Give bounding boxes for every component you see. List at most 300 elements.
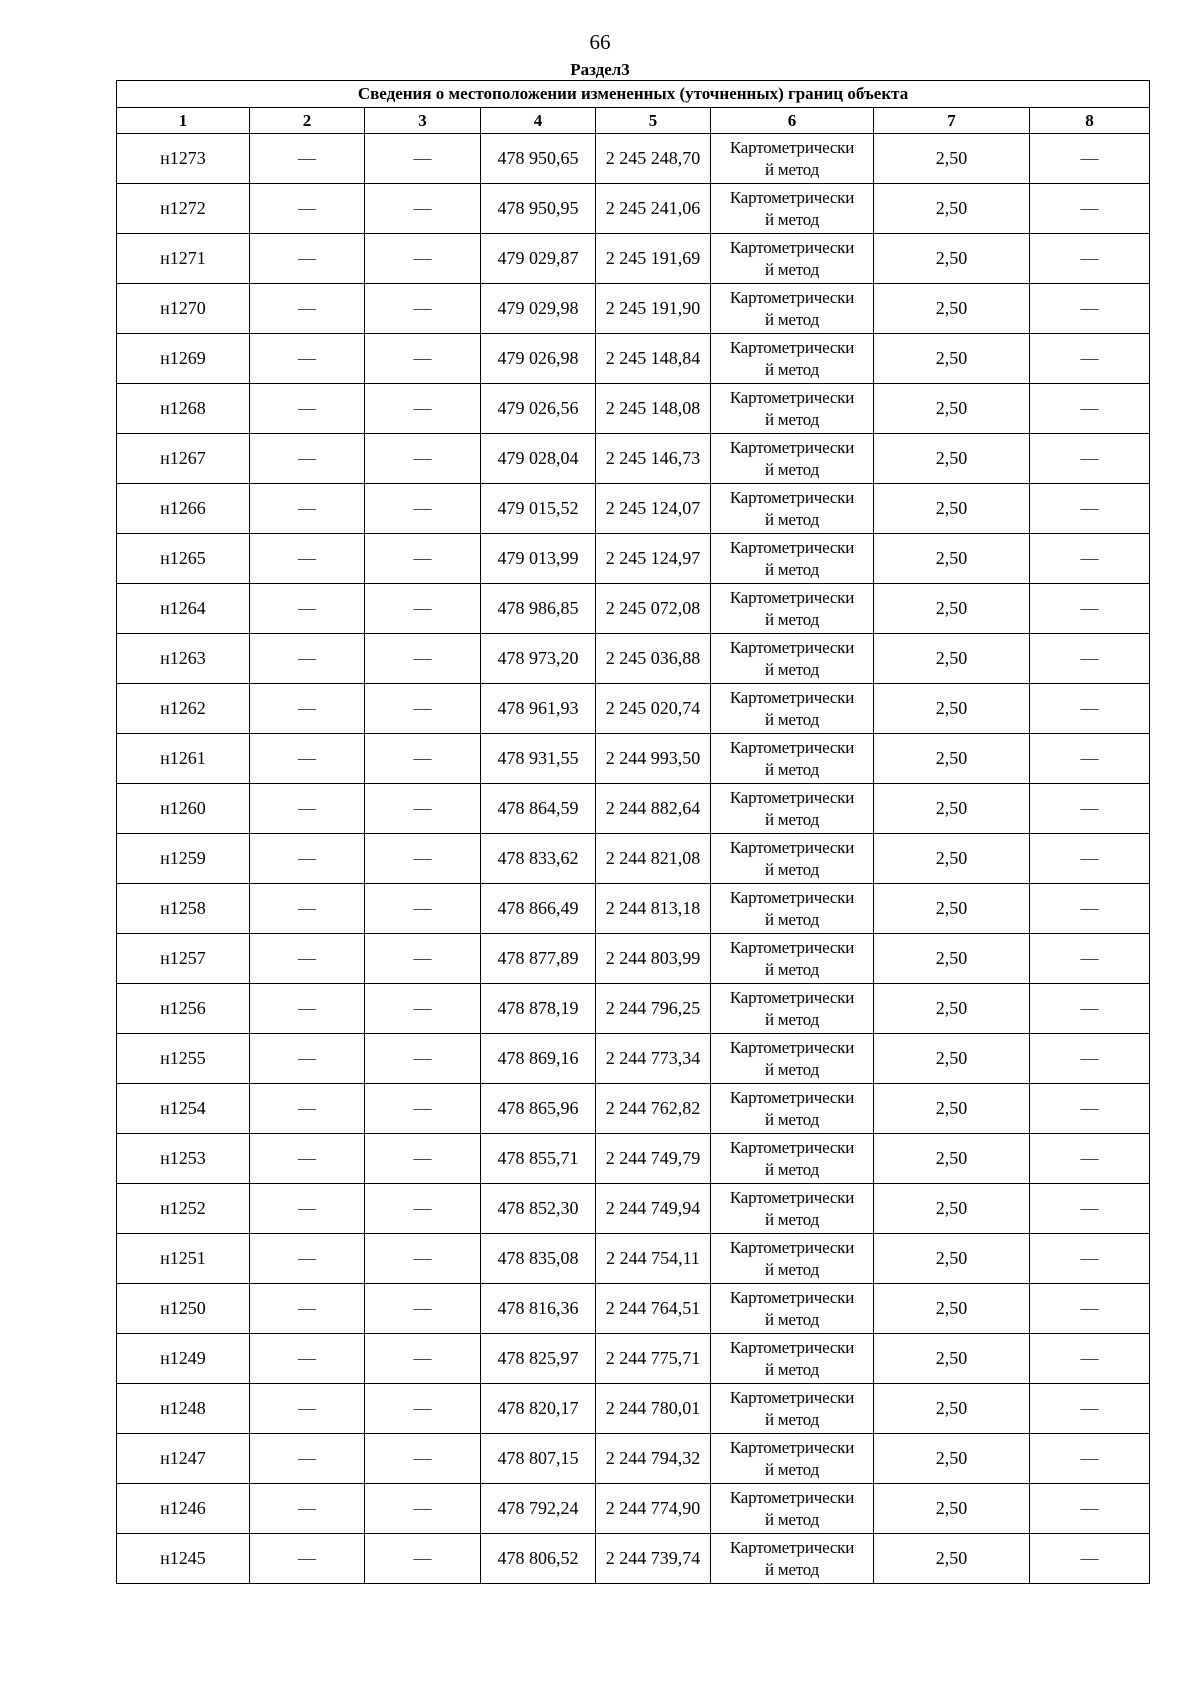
method-text-line: Картометрически [729, 287, 855, 307]
empty-value-cell: — [365, 834, 481, 884]
empty-value-cell: — [365, 284, 481, 334]
y-coordinate-cell: 2 244 754,11 [596, 1234, 711, 1284]
empty-value-cell: — [1030, 1084, 1150, 1134]
empty-value-cell: — [250, 884, 365, 934]
table-row [117, 1484, 1150, 1534]
empty-value-cell: — [250, 484, 365, 534]
empty-value-cell: — [365, 1334, 481, 1384]
y-coordinate-cell: 2 244 821,08 [596, 834, 711, 884]
method-text-line: й метод [764, 509, 820, 529]
x-coordinate-cell: 479 028,04 [481, 434, 596, 484]
accuracy-cell: 2,50 [874, 1234, 1030, 1284]
method-cell [711, 484, 874, 534]
y-coordinate-cell: 2 245 148,08 [596, 384, 711, 434]
empty-value-cell: — [365, 1284, 481, 1334]
table-row [117, 584, 1150, 634]
accuracy-cell: 2,50 [874, 734, 1030, 784]
method-cell [711, 1534, 874, 1584]
x-coordinate-cell: 478 877,89 [481, 934, 596, 984]
accuracy-cell: 2,50 [874, 534, 1030, 584]
empty-value-cell: — [1030, 484, 1150, 534]
point-id-cell: н1272 [117, 184, 250, 234]
method-text-line: й метод [764, 1409, 820, 1429]
y-coordinate-cell: 2 244 774,90 [596, 1484, 711, 1534]
point-id-cell: н1258 [117, 884, 250, 934]
method-text-line: Картометрически [729, 437, 855, 457]
x-coordinate-cell: 478 950,95 [481, 184, 596, 234]
method-cell [711, 384, 874, 434]
accuracy-cell: 2,50 [874, 934, 1030, 984]
point-id-cell: н1273 [117, 134, 250, 184]
x-coordinate-cell: 478 807,15 [481, 1434, 596, 1484]
accuracy-cell: 2,50 [874, 884, 1030, 934]
empty-value-cell: — [365, 434, 481, 484]
empty-value-cell: — [365, 634, 481, 684]
empty-value-cell: — [250, 134, 365, 184]
method-text-line: Картометрически [729, 687, 855, 707]
x-coordinate-cell: 479 026,56 [481, 384, 596, 434]
accuracy-cell: 2,50 [874, 484, 1030, 534]
empty-value-cell: — [365, 184, 481, 234]
empty-value-cell: — [365, 584, 481, 634]
empty-value-cell: — [250, 1334, 365, 1384]
method-cell [711, 334, 874, 384]
empty-value-cell: — [250, 184, 365, 234]
point-id-cell: н1246 [117, 1484, 250, 1534]
method-text-line: Картометрически [729, 487, 855, 507]
column-number: 7 [874, 108, 1030, 134]
table-row [117, 834, 1150, 884]
table-row [117, 684, 1150, 734]
y-coordinate-cell: 2 244 749,94 [596, 1184, 711, 1234]
y-coordinate-cell: 2 244 993,50 [596, 734, 711, 784]
method-cell [711, 934, 874, 984]
point-id-cell: н1251 [117, 1234, 250, 1284]
empty-value-cell: — [1030, 134, 1150, 184]
empty-value-cell: — [250, 684, 365, 734]
empty-value-cell: — [250, 1534, 365, 1584]
x-coordinate-cell: 478 973,20 [481, 634, 596, 684]
empty-value-cell: — [1030, 1184, 1150, 1234]
empty-value-cell: — [365, 1084, 481, 1134]
method-cell [711, 584, 874, 634]
method-cell [711, 734, 874, 784]
empty-value-cell: — [1030, 1134, 1150, 1184]
point-id-cell: н1261 [117, 734, 250, 784]
method-cell [711, 434, 874, 484]
empty-value-cell: — [250, 1284, 365, 1334]
method-text-line: й метод [764, 1309, 820, 1329]
empty-value-cell: — [1030, 434, 1150, 484]
table-row [117, 634, 1150, 684]
x-coordinate-cell: 479 029,87 [481, 234, 596, 284]
empty-value-cell: — [1030, 934, 1150, 984]
table-row [117, 1134, 1150, 1184]
method-text-line: Картометрически [729, 1537, 855, 1557]
method-text-line: й метод [764, 1559, 820, 1579]
column-number: 8 [1030, 108, 1150, 134]
page-number: 66 [589, 30, 611, 54]
method-cell [711, 1084, 874, 1134]
method-cell [711, 1034, 874, 1084]
empty-value-cell: — [250, 784, 365, 834]
y-coordinate-cell: 2 245 124,07 [596, 484, 711, 534]
point-id-cell: н1253 [117, 1134, 250, 1184]
x-coordinate-cell: 478 833,62 [481, 834, 596, 884]
method-text-line: Картометрически [729, 1287, 855, 1307]
table-row [117, 534, 1150, 584]
accuracy-cell: 2,50 [874, 1084, 1030, 1134]
x-coordinate-cell: 478 865,96 [481, 1084, 596, 1134]
method-text-line: Картометрически [729, 637, 855, 657]
method-cell [711, 134, 874, 184]
point-id-cell: н1268 [117, 384, 250, 434]
method-cell [711, 1384, 874, 1434]
method-text-line: й метод [764, 1509, 820, 1529]
empty-value-cell: — [1030, 1434, 1150, 1484]
column-number: 2 [250, 108, 365, 134]
y-coordinate-cell: 2 244 764,51 [596, 1284, 711, 1334]
accuracy-cell: 2,50 [874, 134, 1030, 184]
x-coordinate-cell: 478 878,19 [481, 984, 596, 1034]
empty-value-cell: — [365, 984, 481, 1034]
empty-value-cell: — [1030, 384, 1150, 434]
y-coordinate-cell: 2 244 882,64 [596, 784, 711, 834]
table-row [117, 284, 1150, 334]
table-caption: Сведения о местоположении измененных (уточненных) границ объекта [117, 81, 1150, 108]
method-text-line: й метод [764, 1109, 820, 1129]
table-row [117, 1334, 1150, 1384]
table-row [117, 484, 1150, 534]
method-text-line: Картометрически [729, 337, 855, 357]
method-text-line: й метод [764, 1259, 820, 1279]
table-row [117, 1384, 1150, 1434]
empty-value-cell: — [365, 934, 481, 984]
table-row [117, 134, 1150, 184]
x-coordinate-cell: 479 015,52 [481, 484, 596, 534]
y-coordinate-cell: 2 245 146,73 [596, 434, 711, 484]
empty-value-cell: — [1030, 1234, 1150, 1284]
y-coordinate-cell: 2 245 148,84 [596, 334, 711, 384]
accuracy-cell: 2,50 [874, 984, 1030, 1034]
method-cell [711, 1484, 874, 1534]
y-coordinate-cell: 2 244 773,34 [596, 1034, 711, 1084]
empty-value-cell: — [250, 534, 365, 584]
y-coordinate-cell: 2 245 072,08 [596, 584, 711, 634]
method-text-line: й метод [764, 1009, 820, 1029]
x-coordinate-cell: 478 950,65 [481, 134, 596, 184]
method-cell [711, 634, 874, 684]
method-cell [711, 1434, 874, 1484]
method-text-line: й метод [764, 459, 820, 479]
x-coordinate-cell: 478 806,52 [481, 1534, 596, 1584]
empty-value-cell: — [1030, 1484, 1150, 1534]
method-text-line: Картометрически [729, 937, 855, 957]
empty-value-cell: — [1030, 1284, 1150, 1334]
method-text-line: Картометрически [729, 187, 855, 207]
empty-value-cell: — [365, 1134, 481, 1184]
empty-value-cell: — [250, 1134, 365, 1184]
empty-value-cell: — [1030, 1334, 1150, 1384]
empty-value-cell: — [365, 1534, 481, 1584]
method-text-line: й метод [764, 1459, 820, 1479]
method-text-line: Картометрически [729, 1087, 855, 1107]
x-coordinate-cell: 478 864,59 [481, 784, 596, 834]
empty-value-cell: — [250, 1434, 365, 1484]
method-cell [711, 684, 874, 734]
table-row [117, 1084, 1150, 1134]
point-id-cell: н1259 [117, 834, 250, 884]
method-text-line: й метод [764, 1159, 820, 1179]
point-id-cell: н1245 [117, 1534, 250, 1584]
method-text-line: Картометрически [729, 787, 855, 807]
x-coordinate-cell: 478 866,49 [481, 884, 596, 934]
table-body [117, 134, 1150, 1584]
accuracy-cell: 2,50 [874, 634, 1030, 684]
empty-value-cell: — [1030, 634, 1150, 684]
method-text-line: Картометрически [729, 887, 855, 907]
point-id-cell: н1271 [117, 234, 250, 284]
empty-value-cell: — [365, 784, 481, 834]
table-row [117, 934, 1150, 984]
empty-value-cell: — [1030, 1034, 1150, 1084]
method-text-line: й метод [764, 359, 820, 379]
empty-value-cell: — [365, 1484, 481, 1534]
empty-value-cell: — [250, 634, 365, 684]
empty-value-cell: — [365, 134, 481, 184]
method-text-line: Картометрически [729, 1387, 855, 1407]
point-id-cell: н1255 [117, 1034, 250, 1084]
method-cell [711, 1134, 874, 1184]
point-id-cell: н1267 [117, 434, 250, 484]
accuracy-cell: 2,50 [874, 1134, 1030, 1184]
x-coordinate-cell: 478 931,55 [481, 734, 596, 784]
empty-value-cell: — [365, 684, 481, 734]
method-text-line: й метод [764, 559, 820, 579]
empty-value-cell: — [1030, 584, 1150, 634]
accuracy-cell: 2,50 [874, 834, 1030, 884]
column-number: 3 [365, 108, 481, 134]
point-id-cell: н1247 [117, 1434, 250, 1484]
accuracy-cell: 2,50 [874, 1534, 1030, 1584]
empty-value-cell: — [250, 1234, 365, 1284]
y-coordinate-cell: 2 245 036,88 [596, 634, 711, 684]
point-id-cell: н1248 [117, 1384, 250, 1434]
table-row [117, 1034, 1150, 1084]
method-text-line: й метод [764, 609, 820, 629]
accuracy-cell: 2,50 [874, 584, 1030, 634]
table-row [117, 984, 1150, 1034]
empty-value-cell: — [1030, 334, 1150, 384]
empty-value-cell: — [250, 434, 365, 484]
y-coordinate-cell: 2 244 796,25 [596, 984, 711, 1034]
empty-value-cell: — [250, 284, 365, 334]
empty-value-cell: — [250, 1484, 365, 1534]
table-caption-row [117, 81, 1150, 108]
method-text-line: Картометрически [729, 1187, 855, 1207]
method-text-line: Картометрически [729, 137, 855, 157]
method-cell [711, 834, 874, 884]
empty-value-cell: — [250, 384, 365, 434]
column-number: 5 [596, 108, 711, 134]
table-row [117, 734, 1150, 784]
method-text-line: й метод [764, 309, 820, 329]
column-number: 4 [481, 108, 596, 134]
x-coordinate-cell: 478 852,30 [481, 1184, 596, 1234]
method-cell [711, 984, 874, 1034]
method-cell [711, 1234, 874, 1284]
y-coordinate-cell: 2 245 020,74 [596, 684, 711, 734]
method-text-line: й метод [764, 709, 820, 729]
y-coordinate-cell: 2 244 775,71 [596, 1334, 711, 1384]
y-coordinate-cell: 2 245 241,06 [596, 184, 711, 234]
empty-value-cell: — [1030, 684, 1150, 734]
y-coordinate-cell: 2 245 191,90 [596, 284, 711, 334]
table-row [117, 1234, 1150, 1284]
table-row [117, 184, 1150, 234]
table-row [117, 1284, 1150, 1334]
method-text-line: Картометрически [729, 237, 855, 257]
point-id-cell: н1249 [117, 1334, 250, 1384]
point-id-cell: н1269 [117, 334, 250, 384]
boundary-coordinates-table [116, 80, 1150, 1584]
accuracy-cell: 2,50 [874, 1334, 1030, 1384]
accuracy-cell: 2,50 [874, 1484, 1030, 1534]
accuracy-cell: 2,50 [874, 284, 1030, 334]
method-text-line: Картометрически [729, 1237, 855, 1257]
y-coordinate-cell: 2 245 248,70 [596, 134, 711, 184]
method-text-line: й метод [764, 1209, 820, 1229]
y-coordinate-cell: 2 244 780,01 [596, 1384, 711, 1434]
empty-value-cell: — [365, 334, 481, 384]
y-coordinate-cell: 2 244 803,99 [596, 934, 711, 984]
x-coordinate-cell: 478 986,85 [481, 584, 596, 634]
method-text-line: й метод [764, 409, 820, 429]
accuracy-cell: 2,50 [874, 1384, 1030, 1434]
y-coordinate-cell: 2 244 813,18 [596, 884, 711, 934]
method-text-line: Картометрически [729, 1337, 855, 1357]
method-cell [711, 784, 874, 834]
empty-value-cell: — [250, 734, 365, 784]
point-id-cell: н1265 [117, 534, 250, 584]
empty-value-cell: — [1030, 784, 1150, 834]
table-row [117, 384, 1150, 434]
point-id-cell: н1250 [117, 1284, 250, 1334]
x-coordinate-cell: 478 820,17 [481, 1384, 596, 1434]
accuracy-cell: 2,50 [874, 234, 1030, 284]
y-coordinate-cell: 2 244 739,74 [596, 1534, 711, 1584]
empty-value-cell: — [1030, 884, 1150, 934]
method-text-line: Картометрически [729, 837, 855, 857]
point-id-cell: н1254 [117, 1084, 250, 1134]
x-coordinate-cell: 479 029,98 [481, 284, 596, 334]
method-text-line: й метод [764, 809, 820, 829]
empty-value-cell: — [365, 484, 481, 534]
empty-value-cell: — [250, 334, 365, 384]
table-row [117, 434, 1150, 484]
method-text-line: й метод [764, 959, 820, 979]
empty-value-cell: — [250, 584, 365, 634]
column-number: 6 [711, 108, 874, 134]
empty-value-cell: — [250, 1084, 365, 1134]
method-text-line: Картометрически [729, 1437, 855, 1457]
table-row [117, 784, 1150, 834]
accuracy-cell: 2,50 [874, 1184, 1030, 1234]
x-coordinate-cell: 478 792,24 [481, 1484, 596, 1534]
y-coordinate-cell: 2 245 191,69 [596, 234, 711, 284]
accuracy-cell: 2,50 [874, 784, 1030, 834]
table-row [117, 884, 1150, 934]
method-text-line: Картометрически [729, 587, 855, 607]
y-coordinate-cell: 2 244 749,79 [596, 1134, 711, 1184]
empty-value-cell: — [250, 984, 365, 1034]
table-row [117, 334, 1150, 384]
accuracy-cell: 2,50 [874, 684, 1030, 734]
point-id-cell: н1257 [117, 934, 250, 984]
empty-value-cell: — [365, 734, 481, 784]
method-text-line: й метод [764, 259, 820, 279]
empty-value-cell: — [250, 834, 365, 884]
accuracy-cell: 2,50 [874, 1434, 1030, 1484]
method-text-line: й метод [764, 759, 820, 779]
x-coordinate-cell: 479 026,98 [481, 334, 596, 384]
empty-value-cell: — [250, 1034, 365, 1084]
table-row [117, 1184, 1150, 1234]
empty-value-cell: — [250, 1384, 365, 1434]
point-id-cell: н1256 [117, 984, 250, 1034]
method-text-line: Картометрически [729, 387, 855, 407]
accuracy-cell: 2,50 [874, 184, 1030, 234]
method-text-line: й метод [764, 859, 820, 879]
method-cell [711, 284, 874, 334]
method-cell [711, 534, 874, 584]
point-id-cell: н1266 [117, 484, 250, 534]
empty-value-cell: — [365, 1034, 481, 1084]
method-cell [711, 234, 874, 284]
method-cell [711, 1184, 874, 1234]
point-id-cell: н1260 [117, 784, 250, 834]
point-id-cell: н1262 [117, 684, 250, 734]
empty-value-cell: — [365, 884, 481, 934]
column-number-row [117, 108, 1150, 134]
empty-value-cell: — [365, 534, 481, 584]
table-row [117, 1434, 1150, 1484]
accuracy-cell: 2,50 [874, 334, 1030, 384]
method-text-line: Картометрически [729, 1037, 855, 1057]
x-coordinate-cell: 478 855,71 [481, 1134, 596, 1184]
method-cell [711, 884, 874, 934]
method-text-line: й метод [764, 659, 820, 679]
y-coordinate-cell: 2 244 762,82 [596, 1084, 711, 1134]
x-coordinate-cell: 478 961,93 [481, 684, 596, 734]
empty-value-cell: — [365, 1384, 481, 1434]
method-text-line: й метод [764, 159, 820, 179]
empty-value-cell: — [1030, 534, 1150, 584]
column-number: 1 [117, 108, 250, 134]
method-text-line: Картометрически [729, 987, 855, 1007]
method-text-line: Картометрически [729, 1487, 855, 1507]
empty-value-cell: — [1030, 984, 1150, 1034]
x-coordinate-cell: 478 825,97 [481, 1334, 596, 1384]
empty-value-cell: — [1030, 834, 1150, 884]
empty-value-cell: — [250, 234, 365, 284]
point-id-cell: н1264 [117, 584, 250, 634]
empty-value-cell: — [365, 384, 481, 434]
method-text-line: й метод [764, 909, 820, 929]
method-cell [711, 1334, 874, 1384]
x-coordinate-cell: 479 013,99 [481, 534, 596, 584]
x-coordinate-cell: 478 869,16 [481, 1034, 596, 1084]
